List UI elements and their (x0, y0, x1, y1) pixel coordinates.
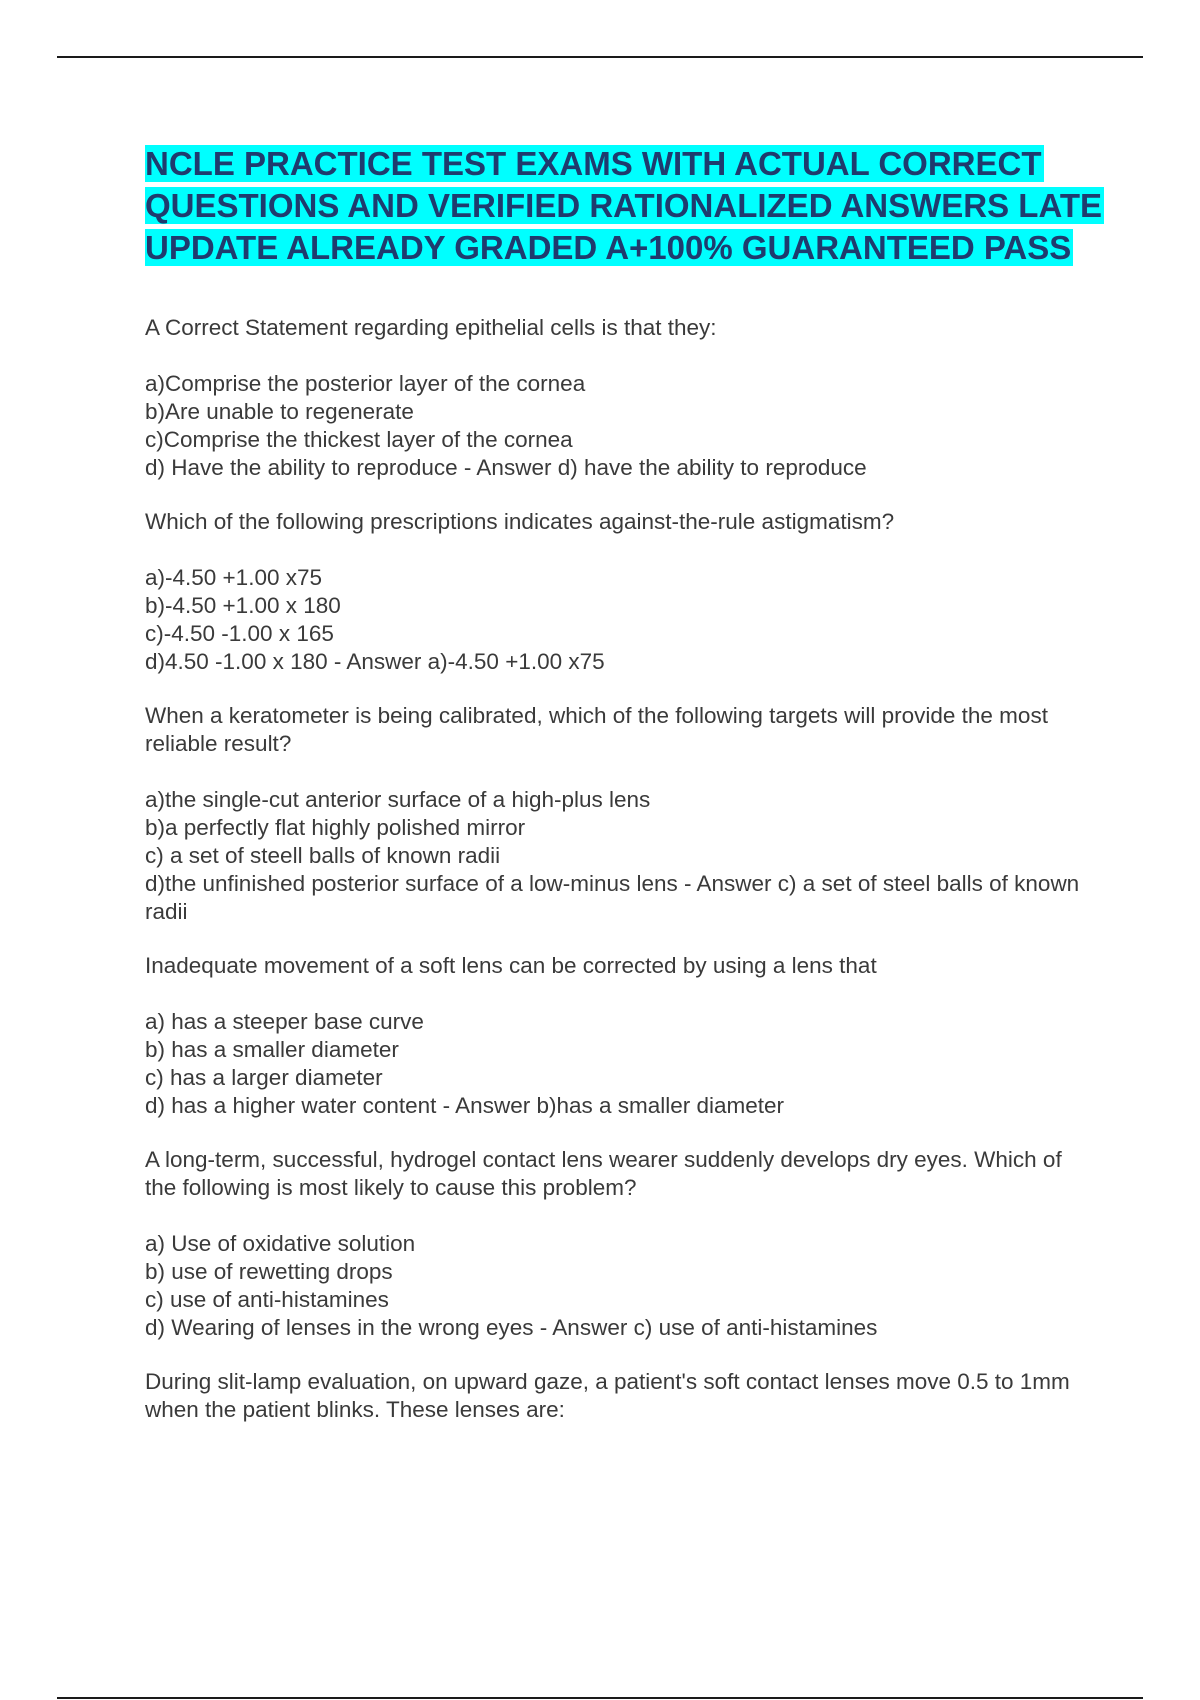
answer-option: a)the single-cut anterior surface of a high-plus lens (145, 787, 651, 812)
answer-option: b) has a smaller diameter (145, 1037, 399, 1062)
question-block (145, 508, 1085, 676)
question-stem: When a keratometer is being calibrated, which of the following targets will provide the most reliable result? (145, 703, 1048, 756)
answer-option: a) Use of oxidative solution (145, 1231, 416, 1256)
question-list (145, 314, 1200, 1424)
answer-option: b)a perfectly flat highly polished mirror (145, 815, 526, 840)
title-line: UPDATE ALREADY GRADED A+100% GUARANTEED PASS (145, 229, 1072, 266)
answer-option: c)Comprise the thickest layer of the cornea (145, 427, 573, 452)
document-title (145, 143, 1200, 269)
answer-option: d) Wearing of lenses in the wrong eyes - Answer c) use of anti-histamines (145, 1315, 878, 1340)
footer-rule (57, 1697, 1143, 1699)
answer-option: a)Comprise the posterior layer of the cornea (145, 371, 586, 396)
title-line: NCLE PRACTICE TEST EXAMS WITH ACTUAL CORRECT (145, 145, 1042, 182)
question-stem: A Correct Statement regarding epithelial cells is that they: (145, 315, 717, 340)
answer-option: c)-4.50 -1.00 x 165 (145, 621, 334, 646)
answer-option: c) a set of steell balls of known radii (145, 843, 501, 868)
question-block (145, 1368, 1085, 1424)
answer-option: d) Have the ability to reproduce - Answer d) have the ability to reproduce (145, 455, 867, 480)
answer-option: b)Are unable to regenerate (145, 399, 414, 424)
answer-option: c) has a larger diameter (145, 1065, 383, 1090)
question-stem: During slit-lamp evaluation, on upward gaze, a patient's soft contact lenses move 0.5 to 1mm when the patient blinks. These lenses are: (145, 1369, 1070, 1422)
title-line: QUESTIONS AND VERIFIED RATIONALIZED ANSWERS LATE (145, 187, 1103, 224)
answer-option: d) has a higher water content - Answer b)has a smaller diameter (145, 1093, 785, 1118)
question-block (145, 952, 1085, 1120)
answer-option: b) use of rewetting drops (145, 1259, 393, 1284)
question-stem: A long-term, successful, hydrogel contact lens wearer suddenly develops dry eyes. Which of the following is most likely to cause this problem? (145, 1147, 1062, 1200)
question-block (145, 702, 1085, 926)
answer-option: b)-4.50 +1.00 x 180 (145, 593, 341, 618)
document-body (145, 143, 1200, 1452)
question-stem: Inadequate movement of a soft lens can be corrected by using a lens that (145, 953, 877, 978)
answer-option: c) use of anti-histamines (145, 1287, 389, 1312)
answer-option: d)4.50 -1.00 x 180 - Answer a)-4.50 +1.00 x75 (145, 649, 605, 674)
answer-option: d)the unfinished posterior surface of a low-minus lens - Answer c) a set of steel balls of known radii (145, 871, 1080, 924)
header-rule (57, 56, 1143, 58)
answer-option: a) has a steeper base curve (145, 1009, 424, 1034)
question-block (145, 314, 1085, 482)
question-stem: Which of the following prescriptions indicates against-the-rule astigmatism? (145, 509, 895, 534)
question-block (145, 1146, 1085, 1342)
answer-option: a)-4.50 +1.00 x75 (145, 565, 323, 590)
